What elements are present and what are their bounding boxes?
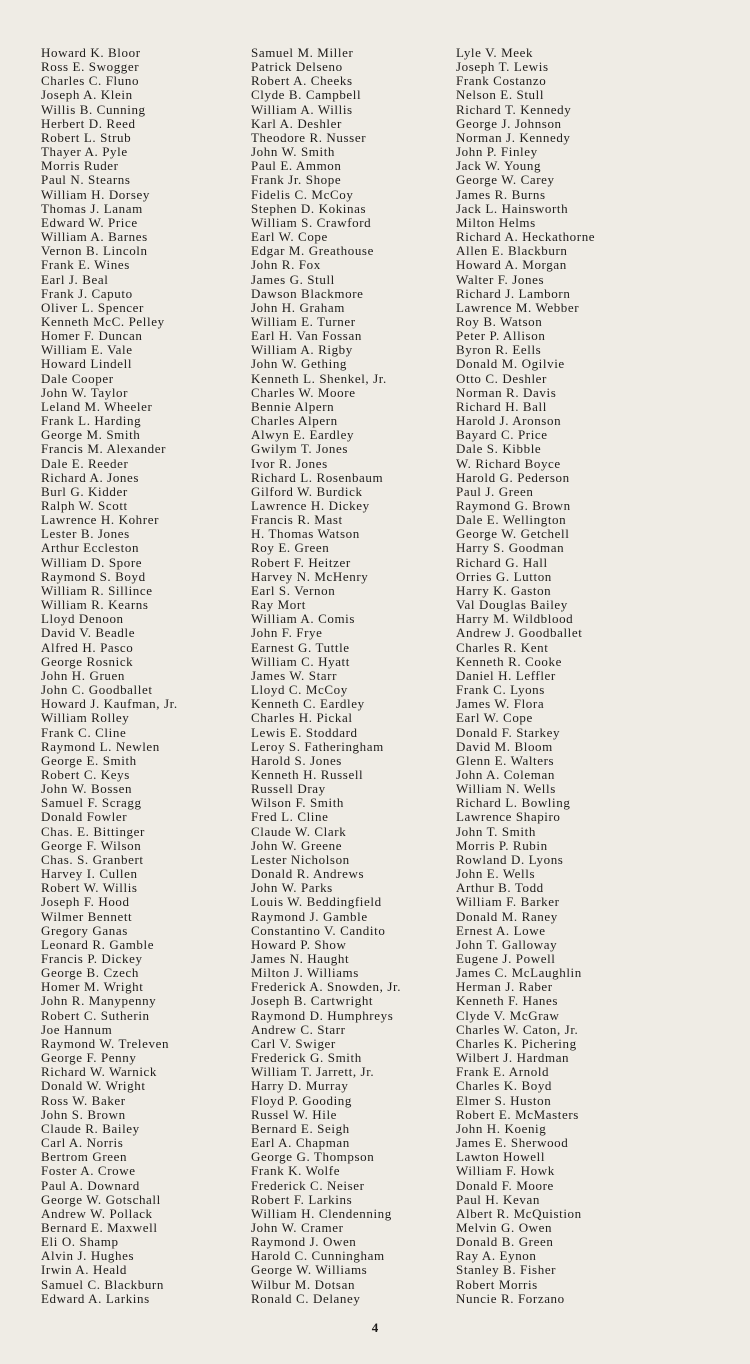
name-entry: Frank Costanzo <box>456 73 547 89</box>
name-entry: Otto C. Deshler <box>456 370 547 386</box>
name-entry: Harry S. Goodman <box>456 540 565 556</box>
name-entry: Harvey I. Cullen <box>41 866 138 882</box>
name-entry: Charles R. Kent <box>456 639 549 655</box>
name-entry: James W. Starr <box>251 667 338 683</box>
name-entry: Nuncie R. Forzano <box>456 1290 565 1306</box>
name-entry: Lawrence H. Dickey <box>251 498 370 513</box>
name-entry: Samuel C. Blackburn <box>41 1276 164 1292</box>
name-entry: Donald R. Andrews <box>251 866 365 882</box>
name-entry: William H. Dorsey <box>41 186 150 202</box>
name-entry: Andrew W. Pollack <box>41 1205 153 1221</box>
name-entry: Oliver L. Spencer <box>41 299 144 315</box>
name-entry: Kenneth McC. Pelley <box>41 313 165 329</box>
name-entry: Roy B. Watson <box>456 313 543 329</box>
name-entry: Claude R. Bailey <box>41 1120 140 1136</box>
name-entry: Gilford W. Burdick <box>251 483 363 499</box>
name-entry: Robert C. Sutherin <box>41 1007 150 1023</box>
name-entry: Peter P. Allison <box>456 328 546 344</box>
name-entry: Paul H. Kevan <box>456 1191 540 1207</box>
name-entry: Albert R. McQuistion <box>456 1205 582 1221</box>
name-entry: John C. Goodballet <box>41 682 153 698</box>
name-entry: Herbert D. Reed <box>41 115 136 131</box>
name-entry: Frank C. Lyons <box>456 682 545 698</box>
name-entry: Richard A. Heckathorne <box>456 229 596 245</box>
name-entry: Charles K. Boyd <box>456 1078 553 1094</box>
name-entry: Norman J. Kennedy <box>456 129 571 145</box>
name-entry: Lloyd C. McCoy <box>251 682 348 698</box>
name-entry: Joseph A. Klein <box>41 87 133 103</box>
name-entry: Harry K. Gaston <box>456 582 552 598</box>
name-entry: Dale S. Kibble <box>456 441 542 457</box>
name-entry: Samuel M. Miller <box>251 45 354 60</box>
name-entry: Charles W. Caton, Jr. <box>456 1021 579 1037</box>
name-entry: Joe Hannum <box>41 1021 113 1037</box>
name-entry: William A. Barnes <box>41 229 148 245</box>
name-entry: Ronald C. Delaney <box>251 1290 361 1306</box>
name-entry: Melvin G. Owen <box>456 1219 553 1235</box>
name-entry: John H. Graham <box>251 299 345 315</box>
name-entry: William D. Spore <box>41 554 143 570</box>
name-entry: Edgar M. Greathouse <box>251 243 374 259</box>
name-entry: Carl A. Norris <box>41 1135 124 1151</box>
name-entry: Arthur Eccleston <box>41 540 140 556</box>
name-entry: Kenneth H. Russell <box>251 766 364 782</box>
name-entry: Dale E. Reeder <box>41 455 129 471</box>
name-entry: Ross E. Swogger <box>41 59 140 75</box>
name-entry: W. Richard Boyce <box>456 455 561 471</box>
name-entry: George W. Carey <box>456 172 555 188</box>
name-entry: William R. Sillince <box>41 582 153 598</box>
name-entry: Kenneth F. Hanes <box>456 993 559 1009</box>
name-entry: Bernard E. Seigh <box>251 1120 350 1136</box>
name-entry: Samuel F. Scragg <box>41 795 142 811</box>
name-entry: Walter F. Jones <box>456 271 545 287</box>
name-entry: Wilson F. Smith <box>251 795 345 811</box>
name-entry: Andrew J. Goodballet <box>456 625 583 641</box>
name-entry: George W. Getchell <box>456 526 570 542</box>
name-column-1 <box>41 46 178 1306</box>
name-entry: Lawrence Shapiro <box>456 809 561 825</box>
name-entry: Donald Fowler <box>41 809 128 825</box>
name-entry: George B. Czech <box>41 965 139 981</box>
name-entry: Ernest A. Lowe <box>456 922 546 938</box>
name-entry: David V. Beadle <box>41 625 136 641</box>
name-entry: Richard A. Jones <box>41 469 140 485</box>
name-entry: John E. Wells <box>456 866 536 882</box>
name-entry: Edward W. Price <box>41 214 138 230</box>
name-entry: Wilmer Bennett <box>41 908 133 924</box>
name-entry: H. Thomas Watson <box>251 526 360 542</box>
name-entry: Paul N. Stearns <box>41 172 131 188</box>
name-entry: Irwin A. Heald <box>41 1262 128 1278</box>
name-entry: Russell Dray <box>251 781 326 797</box>
name-entry: Homer M. Wright <box>41 979 144 995</box>
name-entry: George W. Gotschall <box>41 1191 161 1207</box>
name-entry: John W. Parks <box>251 880 333 896</box>
name-entry: Lawrence M. Webber <box>456 299 580 315</box>
name-entry: Burl G. Kidder <box>41 483 128 499</box>
name-entry: Andrew C. Starr <box>251 1021 346 1037</box>
name-entry: Donald B. Green <box>456 1234 554 1250</box>
name-entry: Harry M. Wildblood <box>456 611 574 627</box>
name-entry: George F. Penny <box>41 1050 137 1066</box>
name-entry: Charles Alpern <box>251 413 338 429</box>
name-entry: Robert L. Strub <box>41 129 132 145</box>
name-entry: Ray A. Eynon <box>456 1248 537 1264</box>
name-entry: Lloyd Denoon <box>41 611 124 627</box>
name-entry: Howard K. Bloor <box>41 45 141 60</box>
name-entry: Alvin J. Hughes <box>41 1248 135 1264</box>
name-entry: William E. Turner <box>251 313 356 329</box>
name-entry: Lester Nicholson <box>251 851 350 867</box>
name-entry: Dale E. Wellington <box>456 512 567 528</box>
name-entry: Bennie Alpern <box>251 398 335 414</box>
name-entry: Floyd P. Gooding <box>251 1092 352 1108</box>
name-entry: Harvey N. McHenry <box>251 568 369 584</box>
name-entry: Robert F. Larkins <box>251 1191 353 1207</box>
name-entry: Karl A. Deshler <box>251 115 342 131</box>
name-entry: George Rosnick <box>41 653 134 669</box>
name-entry: Donald M. Raney <box>456 908 558 924</box>
name-entry: Milton J. Williams <box>251 965 359 981</box>
name-entry: Robert E. McMasters <box>456 1106 579 1122</box>
name-entry: James N. Haught <box>251 951 350 966</box>
name-entry: Dale Cooper <box>41 370 114 386</box>
name-entry: James G. Stull <box>251 271 335 287</box>
name-entry: James E. Sherwood <box>456 1135 569 1151</box>
name-entry: Jack W. Young <box>456 158 542 174</box>
name-entry: Orries G. Lutton <box>456 568 552 584</box>
name-entry: William Rolley <box>41 710 130 726</box>
name-entry: Leonard R. Gamble <box>41 936 155 952</box>
name-entry: Frank C. Cline <box>41 724 127 740</box>
name-entry: Raymond J. Gamble <box>251 908 368 924</box>
name-entry: Earl W. Cope <box>251 229 328 245</box>
name-entry: Arthur B. Todd <box>456 880 544 896</box>
name-column-3 <box>456 46 595 1306</box>
name-entry: Frederick C. Neiser <box>251 1177 365 1193</box>
name-entry: Robert Morris <box>456 1276 538 1292</box>
name-entry: Clyde V. McGraw <box>456 1007 560 1023</box>
name-entry: Morris P. Rubin <box>456 837 548 853</box>
name-entry: Earl H. Van Fossan <box>251 328 362 344</box>
name-entry: Frank E. Arnold <box>456 1064 550 1080</box>
name-entry: Earl A. Chapman <box>251 1135 350 1151</box>
name-entry: Fred L. Cline <box>251 809 329 825</box>
name-entry: Harold C. Cunningham <box>251 1248 385 1264</box>
name-entry: Richard L. Bowling <box>456 795 571 811</box>
name-entry: John A. Coleman <box>456 766 555 782</box>
name-entry: Francis M. Alexander <box>41 441 167 457</box>
name-entry: George W. Williams <box>251 1262 368 1278</box>
name-entry: Glenn E. Walters <box>456 752 555 768</box>
name-entry: Clyde B. Campbell <box>251 87 362 103</box>
name-entry: John W. Cramer <box>251 1219 344 1235</box>
name-entry: Richard J. Lamborn <box>456 285 571 301</box>
name-entry: John W. Gething <box>251 356 348 372</box>
name-entry: Harold S. Jones <box>251 752 342 768</box>
name-entry: Richard G. Hall <box>456 554 548 570</box>
name-entry: John S. Brown <box>41 1106 126 1122</box>
name-entry: William H. Clendenning <box>251 1205 392 1221</box>
name-entry: Chas. E. Bittinger <box>41 823 145 839</box>
name-entry: Earl W. Cope <box>456 710 533 726</box>
name-entry: Roy E. Green <box>251 540 330 556</box>
name-entry: John W. Bossen <box>41 781 133 797</box>
name-entry: Byron R. Eells <box>456 342 542 358</box>
page-number: 4 <box>371 1320 379 1335</box>
name-entry: Richard H. Ball <box>456 398 547 414</box>
name-entry: Frank K. Wolfe <box>251 1163 341 1179</box>
name-entry: James C. McLaughlin <box>456 965 582 981</box>
name-entry: John F. Frye <box>251 625 323 641</box>
name-entry: James W. Flora <box>456 696 545 712</box>
name-entry: John W. Greene <box>251 837 343 853</box>
name-entry: Kenneth C. Eardley <box>251 696 365 712</box>
name-entry: Howard A. Morgan <box>456 257 567 273</box>
name-entry: Vernon B. Lincoln <box>41 243 148 259</box>
name-entry: Lawton Howell <box>456 1149 546 1165</box>
name-entry: John H. Gruen <box>41 667 125 683</box>
name-entry: Richard T. Kennedy <box>456 101 572 117</box>
name-entry: Eugene J. Powell <box>456 951 556 966</box>
name-entry: Charles C. Fluno <box>41 73 140 89</box>
name-entry: Nelson E. Stull <box>456 87 545 103</box>
name-entry: George G. Thompson <box>251 1149 375 1165</box>
name-entry: Wilbur M. Dotsan <box>251 1276 356 1292</box>
name-entry: Harold G. Pederson <box>456 469 570 485</box>
name-entry: Kenneth L. Shenkel, Jr. <box>251 370 387 386</box>
name-entry: Earnest G. Tuttle <box>251 639 350 655</box>
name-entry: Harold J. Aronson <box>456 413 562 429</box>
name-entry: Robert F. Heitzer <box>251 554 351 570</box>
name-entry: Robert A. Cheeks <box>251 73 353 89</box>
name-entry: Herman J. Raber <box>456 979 553 995</box>
name-entry: William F. Barker <box>456 894 560 910</box>
name-entry: William A. Rigby <box>251 342 353 358</box>
name-entry: Theodore R. Nusser <box>251 129 367 145</box>
name-entry: Louis W. Beddingfield <box>251 894 382 910</box>
name-entry: Jack L. Hainsworth <box>456 200 569 216</box>
name-entry: Rowland D. Lyons <box>456 851 564 867</box>
name-entry: Eli O. Shamp <box>41 1234 119 1250</box>
name-entry: Stanley B. Fisher <box>456 1262 557 1278</box>
name-entry: Thomas J. Lanam <box>41 200 143 216</box>
name-entry: Morris Ruder <box>41 158 119 174</box>
name-entry: Carl V. Swiger <box>251 1035 336 1051</box>
name-entry: Raymond D. Humphreys <box>251 1007 394 1023</box>
name-entry: Leland M. Wheeler <box>41 398 153 414</box>
name-entry: John R. Fox <box>251 257 321 273</box>
name-entry: Alwyn E. Eardley <box>251 427 355 443</box>
name-entry: Paul J. Green <box>456 483 534 499</box>
name-entry: Elmer S. Huston <box>456 1092 552 1108</box>
name-entry: Gwilym T. Jones <box>251 441 348 457</box>
name-entry: Frank Jr. Shope <box>251 172 342 188</box>
name-entry: Frederick A. Snowden, Jr. <box>251 979 402 995</box>
name-entry: Allen E. Blackburn <box>456 243 568 259</box>
name-entry: William N. Wells <box>456 781 556 797</box>
name-entry: Francis P. Dickey <box>41 951 143 966</box>
name-entry: Frederick G. Smith <box>251 1050 362 1066</box>
name-entry: John H. Koenig <box>456 1120 547 1136</box>
name-entry: Bayard C. Price <box>456 427 548 443</box>
name-entry: James R. Burns <box>456 186 546 202</box>
name-entry: Bernard E. Maxwell <box>41 1219 158 1235</box>
name-entry: Robert W. Willis <box>41 880 138 896</box>
name-entry: Donald W. Wright <box>41 1078 146 1094</box>
name-entry: Charles W. Moore <box>251 384 356 400</box>
name-entry: Donald F. Starkey <box>456 724 561 740</box>
name-entry: Fidelis C. McCoy <box>251 186 354 202</box>
name-entry: Robert C. Keys <box>41 766 130 782</box>
name-entry: Claude W. Clark <box>251 823 347 839</box>
name-entry: William F. Howk <box>456 1163 555 1179</box>
name-entry: Stephen D. Kokinas <box>251 200 367 216</box>
name-entry: Lewis E. Stoddard <box>251 724 358 740</box>
name-entry: Charles H. Pickal <box>251 710 353 726</box>
name-entry: Dawson Blackmore <box>251 285 364 301</box>
name-entry: William A. Comis <box>251 611 356 627</box>
name-entry: Ivor R. Jones <box>251 455 328 471</box>
name-entry: John T. Smith <box>456 823 536 839</box>
name-entry: Earl S. Vernon <box>251 582 336 598</box>
name-entry: Joseph T. Lewis <box>456 59 549 75</box>
name-entry: Howard Lindell <box>41 356 133 372</box>
name-entry: Norman R. Davis <box>456 384 557 400</box>
name-entry: John R. Manypenny <box>41 993 157 1009</box>
name-entry: Paul A. Downard <box>41 1177 140 1193</box>
name-entry: George F. Wilson <box>41 837 142 853</box>
name-entry: Ross W. Baker <box>41 1092 126 1108</box>
name-entry: William S. Crawford <box>251 214 372 230</box>
name-entry: Gregory Ganas <box>41 922 128 938</box>
name-entry: Wilbert J. Hardman <box>456 1050 570 1066</box>
name-entry: William T. Jarrett, Jr. <box>251 1064 375 1080</box>
name-entry: Patrick Delseno <box>251 59 343 75</box>
name-entry: Ralph W. Scott <box>41 498 128 513</box>
name-entry: Lyle V. Meek <box>456 45 534 60</box>
name-entry: Alfred H. Pasco <box>41 639 134 655</box>
name-entry: Ray Mort <box>251 597 306 613</box>
name-entry: Earl J. Beal <box>41 271 109 287</box>
name-entry: Lester B. Jones <box>41 526 130 542</box>
name-entry: Thayer A. Pyle <box>41 144 128 160</box>
name-entry: George M. Smith <box>41 427 141 443</box>
name-entry: Richard L. Rosenbaum <box>251 469 384 485</box>
name-entry: John W. Taylor <box>41 384 129 400</box>
name-entry: Richard W. Warnick <box>41 1064 158 1080</box>
name-entry: Chas. S. Granbert <box>41 851 144 867</box>
name-entry: John P. Finley <box>456 144 538 160</box>
name-entry: Frank E. Wines <box>41 257 130 273</box>
name-entry: William C. Hyatt <box>251 653 350 669</box>
name-entry: William A. Willis <box>251 101 353 117</box>
name-entry: Val Douglas Bailey <box>456 597 568 613</box>
name-entry: Bertrom Green <box>41 1149 128 1165</box>
name-entry: Raymond J. Owen <box>251 1234 357 1250</box>
name-entry: Howard J. Kaufman, Jr. <box>41 696 178 712</box>
name-entry: Charles K. Pichering <box>456 1035 577 1051</box>
name-entry: Kenneth R. Cooke <box>456 653 563 669</box>
name-entry: Lawrence H. Kohrer <box>41 512 159 528</box>
name-entry: Donald F. Moore <box>456 1177 554 1193</box>
name-entry: David M. Bloom <box>456 738 553 754</box>
name-entry: Donald M. Ogilvie <box>456 356 565 372</box>
name-entry: Milton Helms <box>456 214 536 230</box>
name-entry: Foster A. Crowe <box>41 1163 136 1179</box>
name-entry: Joseph F. Hood <box>41 894 130 910</box>
name-entry: Raymond S. Boyd <box>41 568 146 584</box>
name-entry: Raymond L. Newlen <box>41 738 160 754</box>
name-entry: William R. Kearns <box>41 597 149 613</box>
name-entry: John T. Galloway <box>456 936 558 952</box>
name-entry: Paul E. Ammon <box>251 158 342 174</box>
name-entry: Raymond G. Brown <box>456 498 571 513</box>
name-entry: Leroy S. Fatheringham <box>251 738 384 754</box>
name-entry: Frank J. Caputo <box>41 285 133 301</box>
name-entry: Russel W. Hile <box>251 1106 338 1122</box>
name-column-2 <box>251 46 401 1306</box>
name-entry: Howard P. Show <box>251 936 347 952</box>
name-entry: Joseph B. Cartwright <box>251 993 374 1009</box>
name-entry: William E. Vale <box>41 342 133 358</box>
name-entry: Harry D. Murray <box>251 1078 349 1094</box>
name-entry: Daniel H. Leffler <box>456 667 556 683</box>
name-entry: Frank L. Harding <box>41 413 142 429</box>
name-entry: Francis R. Mast <box>251 512 343 528</box>
name-entry: Edward A. Larkins <box>41 1290 150 1306</box>
name-entry: Homer F. Duncan <box>41 328 143 344</box>
name-entry: George J. Johnson <box>456 115 562 131</box>
name-entry: Raymond W. Treleven <box>41 1035 170 1051</box>
name-entry: John W. Smith <box>251 144 336 160</box>
name-entry: Constantino V. Candito <box>251 922 386 938</box>
name-entry: Willis B. Cunning <box>41 101 146 117</box>
name-entry: George E. Smith <box>41 752 137 768</box>
